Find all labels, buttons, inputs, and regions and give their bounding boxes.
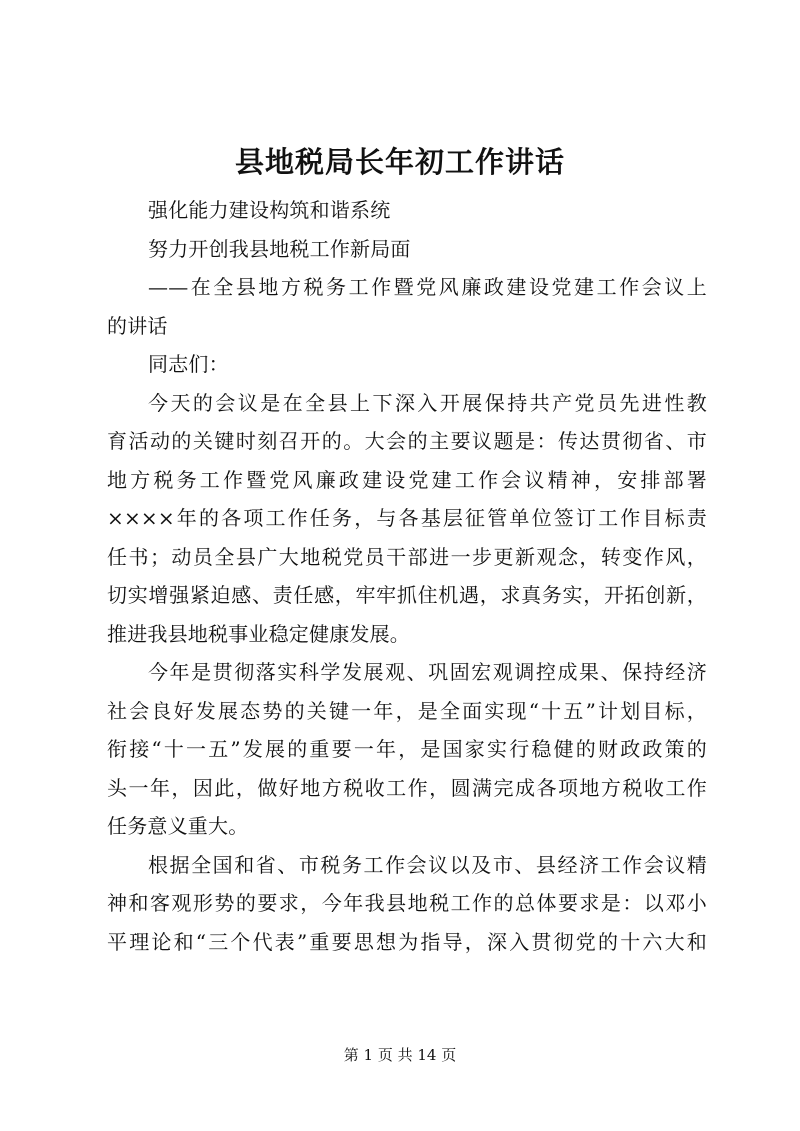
paragraph-1-line: 任书；动员全县广大地税党员干部进一步更新观念，转变作风， [107,544,707,569]
paragraph-1-line: ××××年的各项工作任务，与各基层征管单位签订工作目标责 [107,506,707,530]
salutation: 同志们： [148,352,229,376]
paragraph-1-line: 推进我县地税事业稳定健康发展。 [107,621,410,646]
paragraph-1-line: 地方税务工作暨党风廉政建设党建工作会议精神，安排部署 [107,467,707,492]
page-title: 县地税局长年初工作讲话 [234,145,565,179]
page-footer [0,1044,800,1065]
paragraph-2-line: 今年是贯彻落实科学发展观、巩固宏观调控成果、保持经济 [148,660,707,684]
paragraph-3-line: 神和客观形势的要求，今年我县地税工作的总体要求是：以邓小 [107,891,707,915]
paragraph-1-line: 切实增强紧迫感、责任感，牢牢抓住机遇，求真务实，开拓创新， [107,583,707,607]
paragraph-1-line: 今天的会议是在全县上下深入开展保持共产党员先进性教 [148,390,707,415]
subtitle-line-2: 努力开创我县地税工作新局面 [148,236,411,261]
subtitle-line-3-continued: 的讲话 [107,313,168,338]
page-number-label: 第 1 页 共 14 页 [343,1046,457,1064]
subtitle-line-3: ——在全县地方税务工作暨党风廉政建设党建工作会议上 [148,275,707,299]
paragraph-1-line: 育活动的关键时刻召开的。大会的主要议题是：传达贯彻省、市 [107,429,707,453]
document-body [107,191,707,961]
subtitle-line-1: 强化能力建设构筑和谐系统 [148,198,391,222]
paragraph-3-line: 根据全国和省、市税务工作会议以及市、县经济工作会议精 [148,852,707,877]
paragraph-2-line: 衔接“十一五”发展的重要一年，是国家实行稳健的财政政策的 [107,737,707,761]
paragraph-3-line: 平理论和“三个代表”重要思想为指导，深入贯彻党的十六大和 [107,929,707,954]
paragraph-2-line: 社会良好发展态势的关键一年，是全面实现“十五”计划目标， [107,698,707,723]
paragraph-2-line: 任务意义重大。 [107,814,249,838]
paragraph-2-line: 头一年，因此，做好地方税收工作，圆满完成各项地方税收工作 [107,775,707,800]
